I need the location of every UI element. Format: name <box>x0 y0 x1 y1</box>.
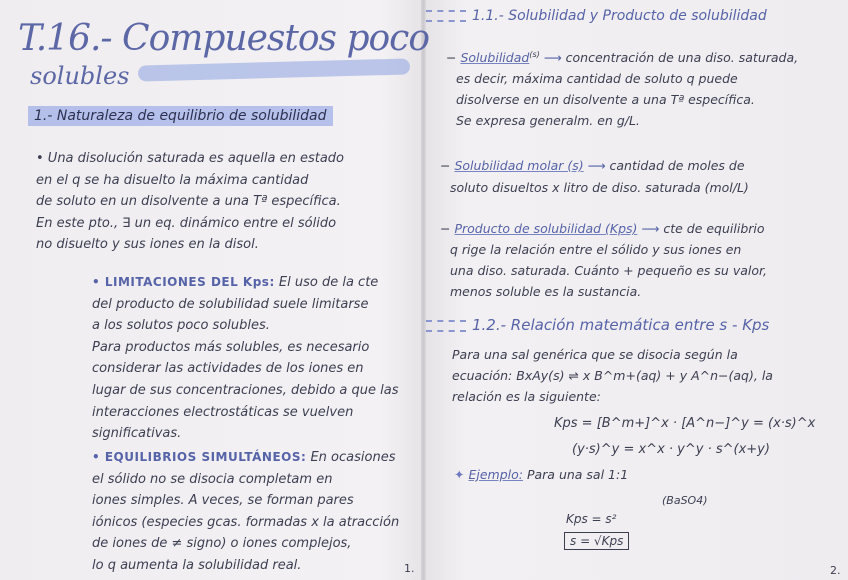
relation-line: ecuación: <box>452 368 513 383</box>
arrow-icon: ⟶ <box>641 221 660 236</box>
definition-line: menos soluble es la sustancia. <box>450 284 642 299</box>
definition-line: Se expresa generalm. en g/L. <box>456 113 640 129</box>
solubility-definition: − Solubilidad$^{(s)}$ ⟶ concentración de una diso. saturada, es decir, máxima cantidad de soluto q puede disolverse en un disolvente a una Tª específica. Se expresa generalm. en g/L. <box>446 44 798 131</box>
limitations-line: Para productos más solubles, es necesario <box>92 339 370 355</box>
example-formula: Kps = s² <box>566 512 617 526</box>
intro-paragraph <box>36 148 344 256</box>
kps-formula-continued: (y·s)^y = x^x · y^y · s^(x+y) <box>572 442 770 457</box>
heading-marker <box>426 320 466 332</box>
kps-definition: − Producto de solubilidad (Kps) ⟶ cte de equilibrio q rige la relación entre el sólido y sus iones en una diso. saturada. Cuánto + pequeño es su valor, menos soluble es la sustancia. <box>440 218 767 302</box>
equilibria-line: de iones de ≠ signo) o iones complejos, <box>92 536 352 552</box>
term-kps: Producto de solubilidad (Kps) <box>454 221 638 236</box>
page-number: 1. <box>404 562 415 575</box>
limitations-line: del producto de solubilidad suele limitarse <box>92 296 369 312</box>
definition-line: es decir, máxima cantidad de soluto q puede <box>456 71 738 87</box>
limitations-line: interacciones electrostáticas se vuelven <box>92 404 354 420</box>
example-label: Ejemplo: <box>468 467 523 482</box>
intro-line: • Una disolución saturada es aquella en estado <box>36 151 345 166</box>
simultaneous-equilibria-paragraph <box>92 447 399 577</box>
sparkle-icon: ✦ <box>454 467 465 482</box>
intro-line: en el q se ha disuelto la máxima cantidad <box>36 172 309 188</box>
limitations-line: significativas. <box>92 426 182 442</box>
page-title-continuation: solubles <box>30 62 130 90</box>
limitations-line: considerar las actividades de los iones en <box>92 361 364 377</box>
intro-line: no disuelto y sus iones en la disol. <box>36 237 259 253</box>
example-line <box>454 464 628 486</box>
limitations-line: a los solutos poco solubles. <box>92 318 270 334</box>
heading-text: 1.1.- Solubilidad y Producto de solubilidad <box>472 8 767 24</box>
equilibria-line: iónicos (especies gcas. formadas x la atracción <box>92 514 400 530</box>
section-heading-1: 1.- Naturaleza de equilibrio de solubilidad <box>28 106 333 126</box>
relation-line: la <box>761 368 773 383</box>
limitations-line: El uso de la cte <box>278 275 379 290</box>
relation-line: Para una sal genérica que se disocia según la <box>452 347 738 362</box>
intro-line: En este pto., ∃ un eq. dinámico entre el sólido <box>36 215 337 231</box>
example-result-box <box>564 530 629 549</box>
section-heading-1-2 <box>426 316 769 334</box>
title-highlight <box>138 58 410 81</box>
heading-marker <box>426 10 466 22</box>
relation-paragraph <box>452 344 773 407</box>
term-symbol: (s) <box>529 50 540 59</box>
limitations-line: lugar de sus concentraciones, debido a que las <box>92 382 399 398</box>
term-molar-solubility: Solubilidad molar (s) <box>454 158 584 173</box>
definition-line: concentración de una diso. saturada, <box>565 50 799 66</box>
equilibria-line: lo q aumenta la solubilidad real. <box>92 557 302 573</box>
molar-solubility-definition: − Solubilidad molar (s) ⟶ cantidad de moles de soluto disueltos x litro de diso. saturada (mol/L) <box>440 155 749 199</box>
kps-formula: Kps = [B^m+]^x · [A^n−]^y = (x·s)^x <box>554 416 816 431</box>
example-text: Para una sal 1:1 <box>526 467 629 482</box>
definition-line: soluto disueltos x litro de diso. saturada (mol/L) <box>450 180 749 195</box>
limitations-title: • LIMITACIONES DEL Kps: <box>92 275 275 289</box>
intro-line: de soluto en un disolvente a una Tª específica. <box>36 194 341 210</box>
heading-text: 1.2.- Relación matemática entre s - Kps <box>472 316 770 334</box>
term-solubility: Solubilidad <box>460 50 530 66</box>
example-salt: (BaSO4) <box>662 494 708 507</box>
arrow-icon: ⟶ <box>587 158 606 173</box>
right-page <box>426 0 848 580</box>
page-number: 2. <box>830 564 841 577</box>
section-heading-1-1 <box>426 8 767 24</box>
arrow-icon: ⟶ <box>543 50 562 66</box>
definition-line: disolverse en un disolvente a una Tª específica. <box>456 92 755 108</box>
equilibria-title: • EQUILIBRIOS SIMULTÁNEOS: <box>92 450 307 464</box>
page-title: T.16.- Compuestos poco <box>18 18 430 59</box>
equilibria-line: iones simples. A veces, se forman pares <box>92 493 354 509</box>
equilibria-line: En ocasiones <box>310 450 396 465</box>
definition-line: q rige la relación entre el sólido y sus iones en <box>450 242 742 257</box>
definition-line: una diso. saturada. Cuánto + pequeño es su valor, <box>450 263 767 278</box>
equilibria-line: el sólido no se disocia completam en <box>92 471 333 487</box>
limitations-paragraph <box>92 272 399 445</box>
definition-line: cantidad de moles de <box>609 158 745 173</box>
relation-line: relación es la siguiente: <box>452 389 601 404</box>
definition-line: cte de equilibrio <box>663 221 765 236</box>
boxed-result: s = √Kps <box>564 532 629 550</box>
dissociation-equation: BxAy(s) ⇌ x B^m+(aq) + y A^n−(aq), <box>516 368 758 383</box>
